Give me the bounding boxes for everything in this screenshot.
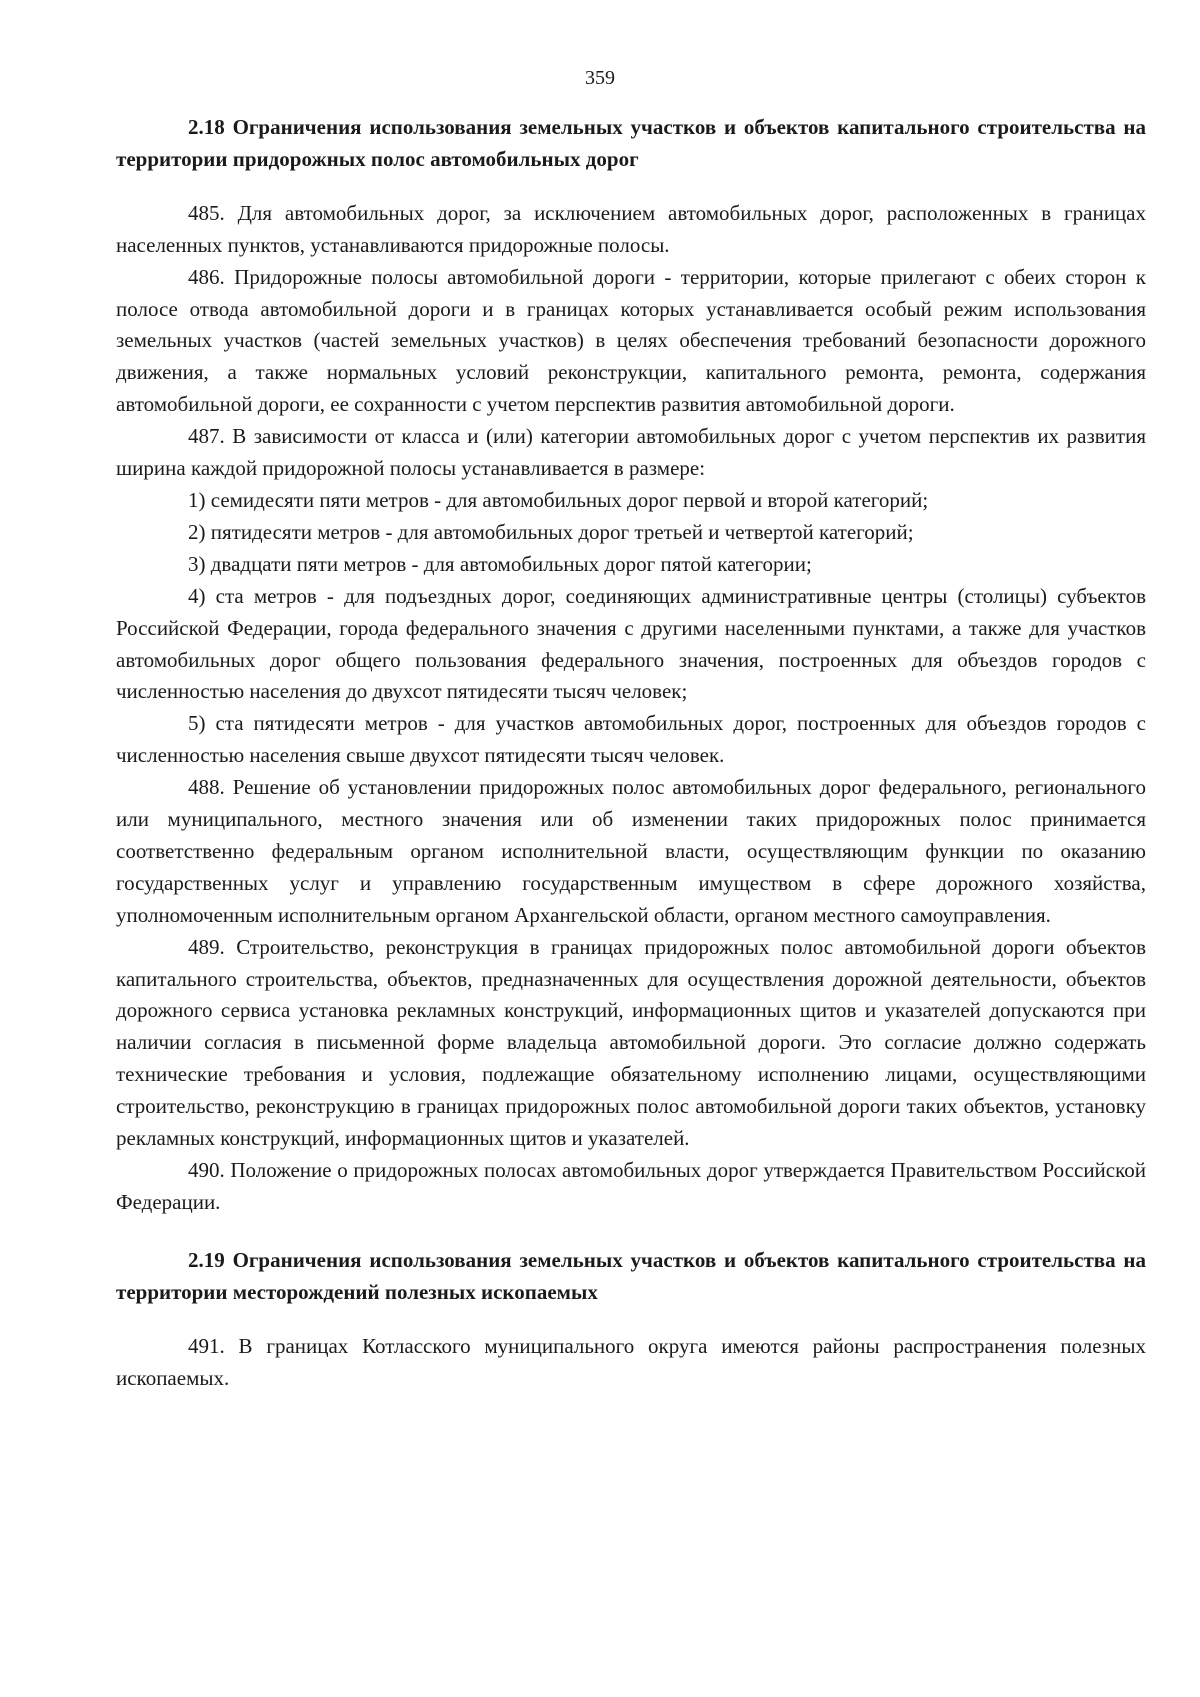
section-heading-2-19: [116, 1245, 1146, 1309]
section-title: Ограничения использования земельных участков и объектов капитального строительства на территории месторождений полезных ископаемых: [116, 1247, 1147, 1304]
section-number: 2.19: [188, 1247, 225, 1272]
paragraph-489: 489. Строительство, реконструкция в границах придорожных полос автомобильной дороги объектов капитального строительства, объектов, предназначенных для осуществления дорожной деятельности, объектов дорожного сервиса установка рекламных конструкций, информационных щитов и указателей допускаются при наличии согласия в письменной форме владельца автомобильной дороги. Это согласие должно содержать технические требования и условия, подлежащие обязательному исполнению лицами, осуществляющими строительство, реконструкцию в границах придорожных полос автомобильной дороги таких объектов, установку рекламных конструкций, информационных щитов и указателей.: [116, 934, 1146, 1151]
paragraph-491: 491. В границах Котласского муниципального округа имеются районы распространения полезных ископаемых.: [116, 1333, 1146, 1390]
list-item-3: 3) двадцати пяти метров - для автомобильных дорог пятой категории;: [188, 551, 812, 576]
list-item-1: 1) семидесяти пяти метров - для автомобильных дорог первой и второй категорий;: [188, 487, 929, 512]
list-item-5: 5) ста пятидесяти метров - для участков автомобильных дорог, построенных для объездов городов с численностью населения свыше двухсот пятидесяти тысяч человек.: [116, 711, 1146, 768]
paragraph-490: 490. Положение о придорожных полосах автомобильных дорог утверждается Правительством Российской Федерации.: [116, 1158, 1146, 1214]
page-number: 359: [585, 67, 615, 89]
section-title: Ограничения использования земельных участков и объектов капитального строительства на территории придорожных полос автомобильных дорог: [116, 115, 1147, 171]
paragraph-487: 487. В зависимости от класса и (или) категории автомобильных дорог с учетом перспектив их развития ширина каждой придорожной полосы устанавливается в размере:: [116, 424, 1146, 481]
paragraph-485: 485. Для автомобильных дорог, за исключением автомобильных дорог, расположенных в границах населенных пунктов, устанавливаются придорожные полосы.: [116, 200, 1146, 257]
section-number: 2.18: [188, 115, 225, 139]
paragraph-488: 488. Решение об установлении придорожных полос автомобильных дорог федерального, регионального или муниципального, местного значения или об изменении таких придорожных полос принимается соответственно федеральным органом исполнительной власти, осуществляющим функции по оказанию государственных услуг и управлению государственным имуществом в сфере дорожного хозяйства, уполномоченным исполнительным органом Архангельской области, органом местного самоуправления.: [116, 775, 1146, 927]
list-item-2: 2) пятидесяти метров - для автомобильных дорог третьей и четвертой категорий;: [188, 519, 914, 544]
page-content: [116, 112, 1146, 1394]
section-heading-2-18: [116, 112, 1146, 176]
list-item-4: 4) ста метров - для подъездных дорог, соединяющих административные центры (столицы) субъектов Российской Федерации, города федерального значения с другими населенными пунктами, а также для участков автомобильных дорог общего пользования федерального значения, построенных для объездов городов с численностью населения до двухсот пятидесяти тысяч человек;: [116, 583, 1146, 704]
paragraph-486: 486. Придорожные полосы автомобильной дороги - территории, которые прилегают с обеих сторон к полосе отвода автомобильной дороги и в границах которых устанавливается особый режим использования земельных участков (частей земельных участков) в целях обеспечения требований безопасности дорожного движения, а также нормальных условий реконструкции, капитального ремонта, ремонта, содержания автомобильной дороги, ее сохранности с учетом перспектив развития автомобильной дороги.: [116, 264, 1146, 417]
